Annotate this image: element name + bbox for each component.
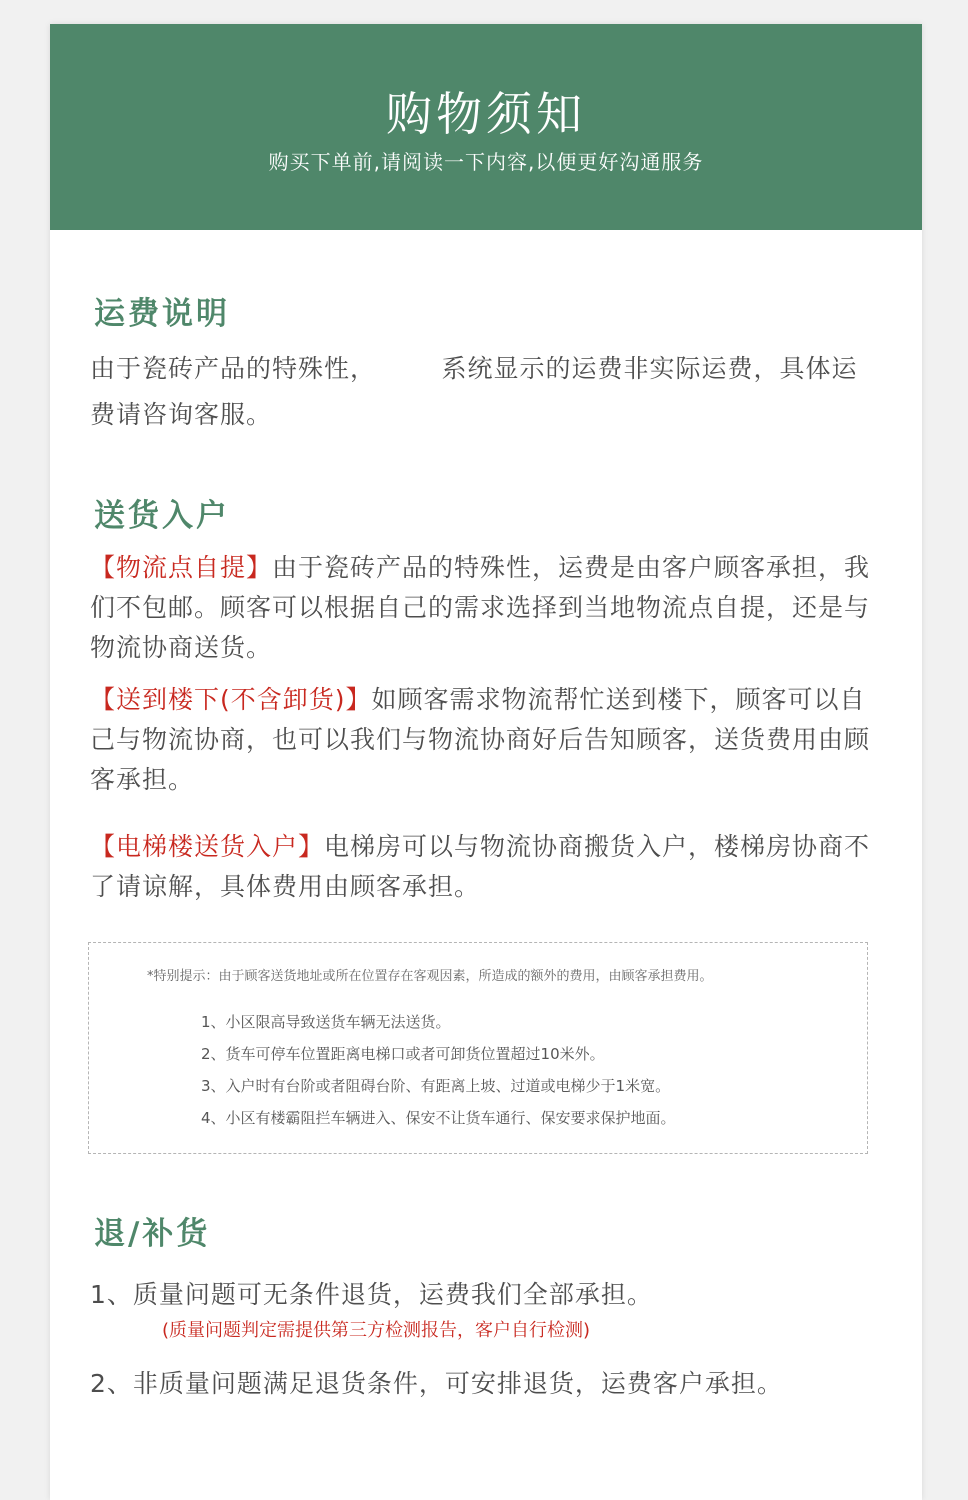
- delivery-item-text: 由于瓷砖产品的特殊性，运费是由客户顾客承担，我们不包邮。顾客可以根据自己的需求选择到当地物流点自提，还是与物流协商送货。: [90, 553, 871, 662]
- returns-item-nonquality: 2、非质量问题满足退货条件，可安排退货，运费客户承担。: [90, 1369, 783, 1398]
- delivery-item-pickup: [90, 548, 880, 668]
- shipping-text: 由于瓷砖产品的特殊性， 系统显示的运费非实际运费，具体运费请咨询客服。: [90, 354, 858, 429]
- list-item: 2、货车可停车位置距离电梯口或者可卸货位置超过10米外。: [201, 1045, 605, 1063]
- list-item: 1、小区限高导致送货车辆无法送货。: [201, 1013, 451, 1031]
- delivery-item-text: 电梯房可以与物流协商搬货入户，楼梯房协商不了请谅解，具体费用由顾客承担。: [90, 832, 871, 901]
- returns-item-quality-note: (质量问题判定需提供第三方检测报告，客户自行检测): [162, 1320, 591, 1341]
- delivery-item-downstairs: [90, 680, 880, 800]
- delivery-item-elevator: [90, 827, 880, 907]
- notice-card: [50, 24, 922, 1500]
- page-subtitle: 购买下单前,请阅读一下内容,以便更好沟通服务: [268, 150, 704, 174]
- section-title-shipping: 运费说明: [94, 296, 230, 332]
- section-title-returns: 退/补货: [94, 1216, 211, 1252]
- list-item: 3、入户时有台阶或者阻碍台阶、有距离上坡、过道或电梯少于1米宽。: [201, 1077, 671, 1095]
- header-banner: [50, 24, 922, 230]
- delivery-item-label: 【送到楼下(不含卸货)】: [90, 685, 372, 714]
- special-notice-box: [88, 942, 868, 1154]
- page-title: 购物须知: [386, 87, 586, 141]
- special-notice-heading: *特别提示：由于顾客送货地址或所在位置存在客观因素，所造成的额外的费用，由顾客承担费用。: [147, 969, 713, 984]
- delivery-item-label: 【物流点自提】: [90, 553, 273, 582]
- list-item: 4、小区有楼霸阻拦车辆进入、保安不让货车通行、保安要求保护地面。: [201, 1109, 676, 1127]
- delivery-item-text: 如顾客需求物流帮忙送到楼下，顾客可以自己与物流协商，也可以我们与物流协商好后告知顾客，送货费用由顾客承担。: [90, 685, 871, 794]
- section-title-delivery: 送货入户: [94, 498, 230, 534]
- delivery-item-label: 【电梯楼送货入户】: [90, 832, 325, 861]
- returns-item-quality: 1、质量问题可无条件退货，运费我们全部承担。: [90, 1280, 653, 1309]
